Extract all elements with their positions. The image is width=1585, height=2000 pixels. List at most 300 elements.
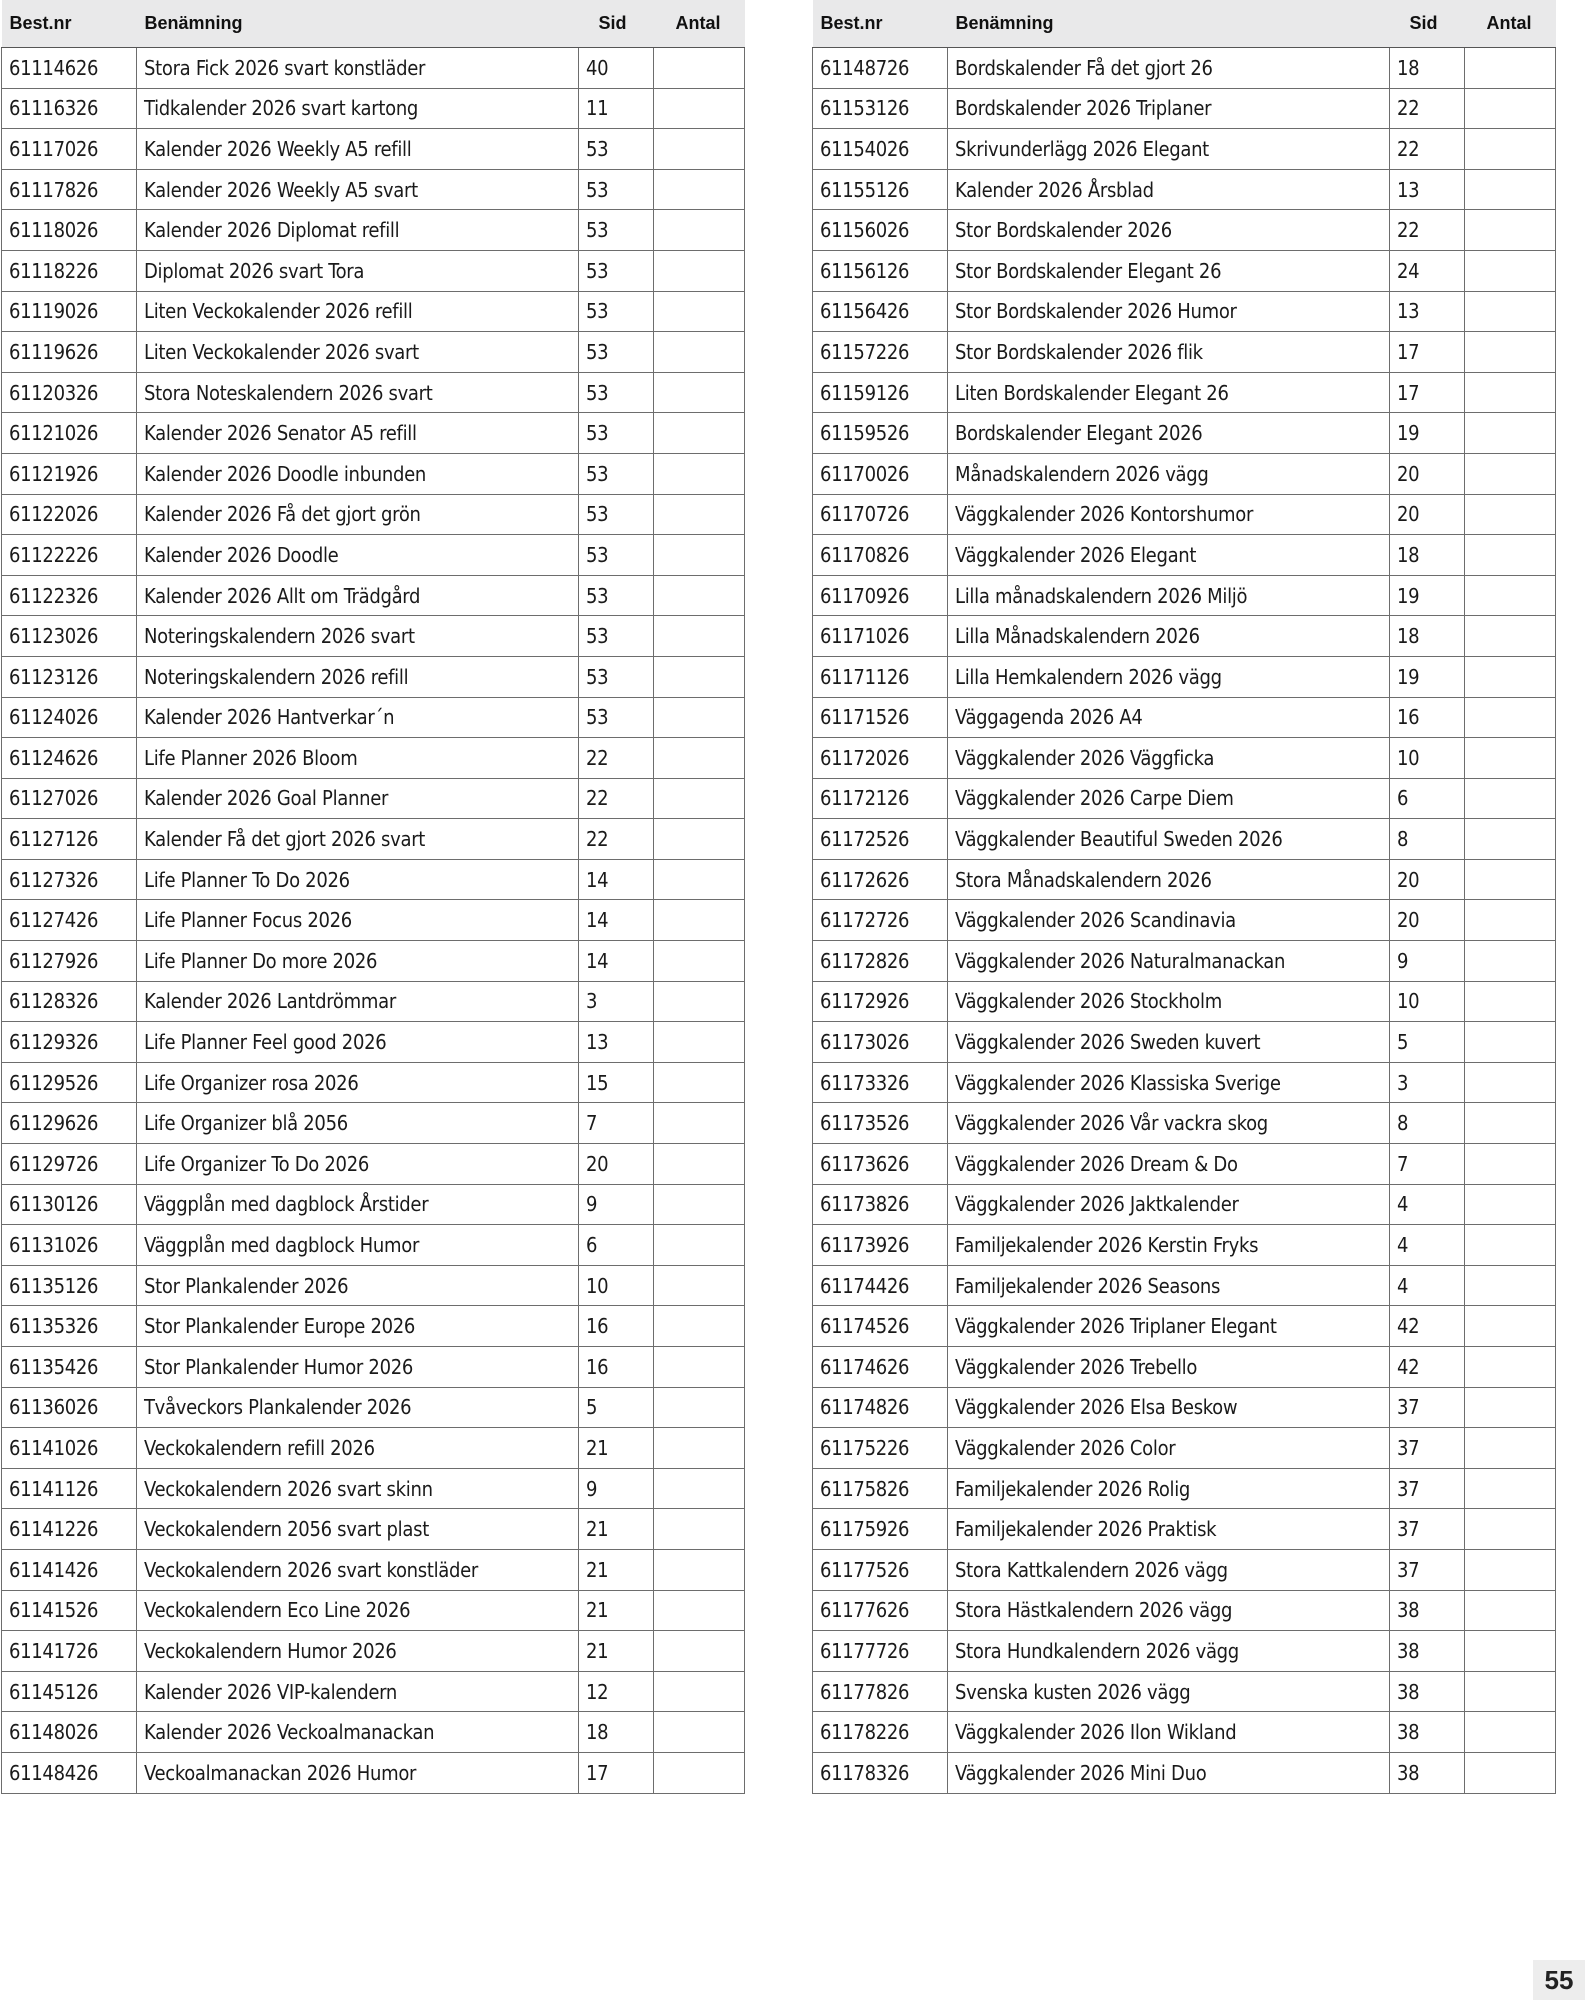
cell-antal-input[interactable] [654,697,745,738]
table-row [813,1306,1556,1347]
cell-sid: 53 [579,291,654,332]
cell-sid: 53 [579,697,654,738]
cell-sid: 13 [1390,291,1465,332]
cell-benamning: Väggkalender 2026 Vår vackra skog [948,1103,1390,1144]
table-row [2,819,745,860]
cell-best-nr: 61159526 [813,413,948,454]
cell-sid: 20 [579,1144,654,1185]
cell-antal-input[interactable] [1465,1387,1556,1428]
cell-antal-input[interactable] [1465,778,1556,819]
cell-best-nr: 61148026 [2,1712,137,1753]
cell-antal-input[interactable] [1465,575,1556,616]
cell-best-nr: 61122226 [2,535,137,576]
cell-sid: 4 [1390,1265,1465,1306]
cell-antal-input[interactable] [654,1184,745,1225]
cell-sid: 38 [1390,1590,1465,1631]
cell-sid: 42 [1390,1347,1465,1388]
cell-benamning: Stora Hundkalendern 2026 vägg [948,1631,1390,1672]
cell-sid: 21 [579,1590,654,1631]
cell-antal-input[interactable] [1465,900,1556,941]
table-row [2,616,745,657]
cell-best-nr: 61173926 [813,1225,948,1266]
cell-benamning: Väggkalender 2026 Color [948,1428,1390,1469]
cell-benamning: Väggkalender 2026 Trebello [948,1347,1390,1388]
cell-best-nr: 61127926 [2,941,137,982]
cell-benamning: Kalender 2026 Weekly A5 refill [137,129,579,170]
cell-sid: 20 [1390,859,1465,900]
cell-antal-input[interactable] [654,1225,745,1266]
cell-benamning: Liten Veckokalender 2026 refill [137,291,579,332]
cell-antal-input[interactable] [1465,981,1556,1022]
cell-benamning: Stor Plankalender Europe 2026 [137,1306,579,1347]
cell-best-nr: 61141026 [2,1428,137,1469]
cell-best-nr: 61174526 [813,1306,948,1347]
cell-antal-input[interactable] [654,48,745,89]
table-row [813,697,1556,738]
cell-antal-input[interactable] [654,1022,745,1063]
cell-sid: 14 [579,900,654,941]
cell-sid: 4 [1390,1225,1465,1266]
cell-antal-input[interactable] [1465,88,1556,129]
cell-benamning: Väggkalender 2026 Kontorshumor [948,494,1390,535]
cell-benamning: Väggkalender 2026 Elegant [948,535,1390,576]
cell-antal-input[interactable] [1465,535,1556,576]
cell-best-nr: 61119626 [2,332,137,373]
cell-best-nr: 61135426 [2,1347,137,1388]
table-row [2,332,745,373]
cell-best-nr: 61141726 [2,1631,137,1672]
cell-benamning: Veckokalendern Humor 2026 [137,1631,579,1672]
cell-best-nr: 61156426 [813,291,948,332]
cell-sid: 20 [1390,453,1465,494]
cell-sid: 4 [1390,1184,1465,1225]
cell-sid: 21 [579,1549,654,1590]
cell-best-nr: 61177526 [813,1549,948,1590]
cell-antal-input[interactable] [1465,1509,1556,1550]
table-row [2,494,745,535]
cell-best-nr: 61129626 [2,1103,137,1144]
cell-sid: 21 [579,1631,654,1672]
cell-sid: 53 [579,413,654,454]
cell-sid: 18 [1390,616,1465,657]
cell-antal-input[interactable] [1465,1347,1556,1388]
cell-best-nr: 61118026 [2,210,137,251]
cell-antal-input[interactable] [654,900,745,941]
cell-best-nr: 61124626 [2,738,137,779]
cell-best-nr: 61173626 [813,1144,948,1185]
cell-antal-input[interactable] [654,1306,745,1347]
cell-sid: 9 [1390,941,1465,982]
cell-benamning: Väggkalender 2026 Ilon Wikland [948,1712,1390,1753]
cell-antal-input[interactable] [654,575,745,616]
table-row [813,1509,1556,1550]
cell-antal-input[interactable] [1465,1752,1556,1793]
cell-antal-input[interactable] [654,535,745,576]
table-row [2,1144,745,1185]
cell-benamning: Veckokalendern 2056 svart plast [137,1509,579,1550]
table-row [2,291,745,332]
cell-best-nr: 61129526 [2,1062,137,1103]
cell-sid: 53 [579,372,654,413]
cell-best-nr: 61127426 [2,900,137,941]
table-row [2,1347,745,1388]
cell-antal-input[interactable] [654,778,745,819]
cell-benamning: Lilla månadskalendern 2026 Miljö [948,575,1390,616]
table-row [813,819,1556,860]
table-row [813,738,1556,779]
cell-benamning: Kalender 2026 VIP-kalendern [137,1671,579,1712]
cell-antal-input[interactable] [654,88,745,129]
table-row [813,494,1556,535]
cell-sid: 17 [579,1752,654,1793]
header-antal: Antal [1465,0,1556,48]
table-row [813,1468,1556,1509]
cell-sid: 53 [579,250,654,291]
cell-antal-input[interactable] [654,1387,745,1428]
cell-sid: 40 [579,48,654,89]
cell-antal-input[interactable] [654,1752,745,1793]
cell-best-nr: 61123126 [2,656,137,697]
cell-sid: 22 [1390,129,1465,170]
cell-best-nr: 61174626 [813,1347,948,1388]
cell-benamning: Life Planner Do more 2026 [137,941,579,982]
cell-best-nr: 61171526 [813,697,948,738]
cell-antal-input[interactable] [654,291,745,332]
table-row [2,1062,745,1103]
page-number: 55 [1533,1960,1585,2000]
table-row [2,575,745,616]
cell-benamning: Lilla Hemkalendern 2026 vägg [948,656,1390,697]
cell-antal-input[interactable] [654,1144,745,1185]
table-row [813,48,1556,89]
cell-sid: 17 [1390,372,1465,413]
cell-sid: 37 [1390,1509,1465,1550]
cell-antal-input[interactable] [654,859,745,900]
cell-best-nr: 61174426 [813,1265,948,1306]
cell-benamning: Månadskalendern 2026 vägg [948,453,1390,494]
cell-antal-input[interactable] [654,169,745,210]
cell-best-nr: 61136026 [2,1387,137,1428]
header-benamning: Benämning [137,0,579,48]
cell-antal-input[interactable] [654,1468,745,1509]
cell-best-nr: 61156126 [813,250,948,291]
cell-sid: 20 [1390,494,1465,535]
cell-best-nr: 61178326 [813,1752,948,1793]
cell-sid: 53 [579,169,654,210]
table-row [813,169,1556,210]
cell-antal-input[interactable] [1465,1590,1556,1631]
cell-sid: 9 [579,1468,654,1509]
cell-best-nr: 61127026 [2,778,137,819]
cell-antal-input[interactable] [1465,169,1556,210]
cell-benamning: Veckokalendern Eco Line 2026 [137,1590,579,1631]
cell-benamning: Väggkalender 2026 Naturalmanackan [948,941,1390,982]
cell-antal-input[interactable] [654,1712,745,1753]
cell-best-nr: 61153126 [813,88,948,129]
cell-benamning: Svenska kusten 2026 vägg [948,1671,1390,1712]
cell-benamning: Diplomat 2026 svart Tora [137,250,579,291]
cell-sid: 6 [1390,778,1465,819]
cell-antal-input[interactable] [1465,1103,1556,1144]
cell-best-nr: 61121026 [2,413,137,454]
table-row [813,453,1556,494]
cell-antal-input[interactable] [1465,372,1556,413]
cell-best-nr: 61172726 [813,900,948,941]
table-row [813,1590,1556,1631]
table-row [2,656,745,697]
cell-best-nr: 61117826 [2,169,137,210]
cell-sid: 18 [579,1712,654,1753]
table-row [813,372,1556,413]
cell-best-nr: 61173526 [813,1103,948,1144]
cell-antal-input[interactable] [654,1590,745,1631]
cell-antal-input[interactable] [654,453,745,494]
cell-best-nr: 61177626 [813,1590,948,1631]
cell-antal-input[interactable] [654,332,745,373]
table-row [2,250,745,291]
cell-benamning: Familjekalender 2026 Praktisk [948,1509,1390,1550]
cell-sid: 37 [1390,1468,1465,1509]
cell-benamning: Kalender 2026 Veckoalmanackan [137,1712,579,1753]
cell-antal-input[interactable] [1465,494,1556,535]
cell-sid: 53 [579,210,654,251]
cell-antal-input[interactable] [1465,819,1556,860]
table-row [2,129,745,170]
cell-benamning: Väggplån med dagblock Humor [137,1225,579,1266]
table-row [813,413,1556,454]
cell-benamning: Life Planner 2026 Bloom [137,738,579,779]
cell-antal-input[interactable] [1465,738,1556,779]
cell-antal-input[interactable] [1465,1631,1556,1672]
table-row [813,291,1556,332]
cell-antal-input[interactable] [1465,210,1556,251]
cell-benamning: Tidkalender 2026 svart kartong [137,88,579,129]
cell-benamning: Väggkalender 2026 Väggficka [948,738,1390,779]
cell-antal-input[interactable] [1465,1306,1556,1347]
cell-antal-input[interactable] [1465,250,1556,291]
cell-benamning: Familjekalender 2026 Rolig [948,1468,1390,1509]
cell-benamning: Väggkalender 2026 Stockholm [948,981,1390,1022]
table-row [813,1387,1556,1428]
table-row [2,453,745,494]
table-row [813,1549,1556,1590]
cell-best-nr: 61172026 [813,738,948,779]
cell-antal-input[interactable] [1465,1428,1556,1469]
cell-antal-input[interactable] [1465,453,1556,494]
cell-benamning: Familjekalender 2026 Kerstin Fryks [948,1225,1390,1266]
cell-benamning: Stor Bordskalender 2026 flik [948,332,1390,373]
cell-antal-input[interactable] [654,494,745,535]
table-row [813,1712,1556,1753]
cell-sid: 10 [579,1265,654,1306]
table-row [813,535,1556,576]
cell-antal-input[interactable] [1465,697,1556,738]
cell-antal-input[interactable] [1465,1265,1556,1306]
table-row [2,1631,745,1672]
cell-antal-input[interactable] [654,819,745,860]
cell-antal-input[interactable] [1465,1549,1556,1590]
cell-sid: 37 [1390,1549,1465,1590]
cell-benamning: Kalender 2026 Senator A5 refill [137,413,579,454]
table-row [813,332,1556,373]
table-row [813,1631,1556,1672]
cell-antal-input[interactable] [654,1549,745,1590]
cell-benamning: Stora Månadskalendern 2026 [948,859,1390,900]
cell-benamning: Bordskalender Elegant 2026 [948,413,1390,454]
table-row [813,1225,1556,1266]
order-table-right [812,0,1556,1794]
cell-benamning: Väggkalender 2026 Triplaner Elegant [948,1306,1390,1347]
cell-best-nr: 61175926 [813,1509,948,1550]
cell-benamning: Stora Hästkalendern 2026 vägg [948,1590,1390,1631]
cell-benamning: Väggkalender 2026 Sweden kuvert [948,1022,1390,1063]
cell-best-nr: 61122026 [2,494,137,535]
table-row [813,1347,1556,1388]
cell-sid: 22 [579,778,654,819]
cell-best-nr: 61121926 [2,453,137,494]
cell-sid: 53 [579,494,654,535]
cell-best-nr: 61141426 [2,1549,137,1590]
cell-sid: 10 [1390,738,1465,779]
cell-sid: 53 [579,535,654,576]
cell-best-nr: 61130126 [2,1184,137,1225]
cell-antal-input[interactable] [654,1347,745,1388]
cell-benamning: Kalender 2026 Lantdrömmar [137,981,579,1022]
cell-antal-input[interactable] [1465,656,1556,697]
cell-benamning: Liten Veckokalender 2026 svart [137,332,579,373]
cell-antal-input[interactable] [1465,1712,1556,1753]
cell-benamning: Kalender Få det gjort 2026 svart [137,819,579,860]
cell-sid: 22 [579,819,654,860]
cell-antal-input[interactable] [654,210,745,251]
cell-antal-input[interactable] [654,129,745,170]
table-row [813,900,1556,941]
table-row [813,1103,1556,1144]
cell-antal-input[interactable] [654,941,745,982]
table-row [2,48,745,89]
cell-antal-input[interactable] [654,250,745,291]
table-row [2,738,745,779]
cell-sid: 19 [1390,656,1465,697]
cell-sid: 19 [1390,413,1465,454]
cell-benamning: Veckokalendern 2026 svart konstläder [137,1549,579,1590]
table-row [2,1509,745,1550]
cell-antal-input[interactable] [1465,941,1556,982]
cell-antal-input[interactable] [1465,291,1556,332]
cell-best-nr: 61124026 [2,697,137,738]
header-best-nr: Best.nr [813,0,948,48]
cell-antal-input[interactable] [1465,1144,1556,1185]
cell-best-nr: 61173826 [813,1184,948,1225]
cell-antal-input[interactable] [1465,129,1556,170]
cell-benamning: Stor Bordskalender 2026 [948,210,1390,251]
cell-sid: 3 [1390,1062,1465,1103]
cell-benamning: Kalender 2026 Hantverkar´n [137,697,579,738]
cell-sid: 53 [579,453,654,494]
cell-antal-input[interactable] [654,1509,745,1550]
cell-sid: 22 [1390,88,1465,129]
cell-best-nr: 61157226 [813,332,948,373]
cell-antal-input[interactable] [654,1671,745,1712]
cell-best-nr: 61141226 [2,1509,137,1550]
cell-benamning: Veckoalmanackan 2026 Humor [137,1752,579,1793]
cell-antal-input[interactable] [1465,1184,1556,1225]
cell-sid: 17 [1390,332,1465,373]
cell-antal-input[interactable] [1465,616,1556,657]
cell-best-nr: 61116326 [2,88,137,129]
cell-antal-input[interactable] [1465,332,1556,373]
cell-benamning: Väggkalender 2026 Mini Duo [948,1752,1390,1793]
cell-best-nr: 61172526 [813,819,948,860]
cell-sid: 9 [579,1184,654,1225]
cell-antal-input[interactable] [1465,1468,1556,1509]
cell-antal-input[interactable] [654,1062,745,1103]
table-row [813,1144,1556,1185]
table-row [2,1752,745,1793]
cell-benamning: Stora Noteskalendern 2026 svart [137,372,579,413]
cell-antal-input[interactable] [1465,413,1556,454]
cell-benamning: Stora Kattkalendern 2026 vägg [948,1549,1390,1590]
cell-best-nr: 61177726 [813,1631,948,1672]
cell-best-nr: 61129726 [2,1144,137,1185]
cell-best-nr: 61120326 [2,372,137,413]
cell-best-nr: 61135326 [2,1306,137,1347]
cell-antal-input[interactable] [654,1265,745,1306]
cell-sid: 13 [579,1022,654,1063]
cell-antal-input[interactable] [654,738,745,779]
cell-benamning: Kalender 2026 Doodle [137,535,579,576]
cell-antal-input[interactable] [654,372,745,413]
table-row [2,1022,745,1063]
cell-antal-input[interactable] [654,1631,745,1672]
cell-antal-input[interactable] [654,1103,745,1144]
cell-antal-input[interactable] [654,981,745,1022]
cell-sid: 16 [579,1306,654,1347]
cell-benamning: Noteringskalendern 2026 svart [137,616,579,657]
cell-benamning: Kalender 2026 Doodle inbunden [137,453,579,494]
table-row [813,1062,1556,1103]
cell-antal-input[interactable] [1465,1225,1556,1266]
cell-antal-input[interactable] [654,656,745,697]
cell-antal-input[interactable] [1465,48,1556,89]
cell-antal-input[interactable] [1465,1671,1556,1712]
cell-benamning: Väggkalender 2026 Carpe Diem [948,778,1390,819]
cell-antal-input[interactable] [1465,1062,1556,1103]
cell-sid: 16 [579,1347,654,1388]
cell-benamning: Life Planner Feel good 2026 [137,1022,579,1063]
table-row [2,1103,745,1144]
cell-antal-input[interactable] [654,413,745,454]
table-row [2,210,745,251]
table-row [2,900,745,941]
cell-benamning: Väggagenda 2026 A4 [948,697,1390,738]
table-row [813,1022,1556,1063]
cell-best-nr: 61172826 [813,941,948,982]
table-row [813,88,1556,129]
table-row [813,250,1556,291]
cell-sid: 53 [579,332,654,373]
cell-antal-input[interactable] [654,1428,745,1469]
cell-best-nr: 61170726 [813,494,948,535]
cell-antal-input[interactable] [1465,859,1556,900]
cell-benamning: Stor Plankalender Humor 2026 [137,1347,579,1388]
table-row [2,859,745,900]
table-row [2,778,745,819]
cell-antal-input[interactable] [1465,1022,1556,1063]
cell-best-nr: 61173026 [813,1022,948,1063]
cell-best-nr: 61131026 [2,1225,137,1266]
cell-antal-input[interactable] [654,616,745,657]
